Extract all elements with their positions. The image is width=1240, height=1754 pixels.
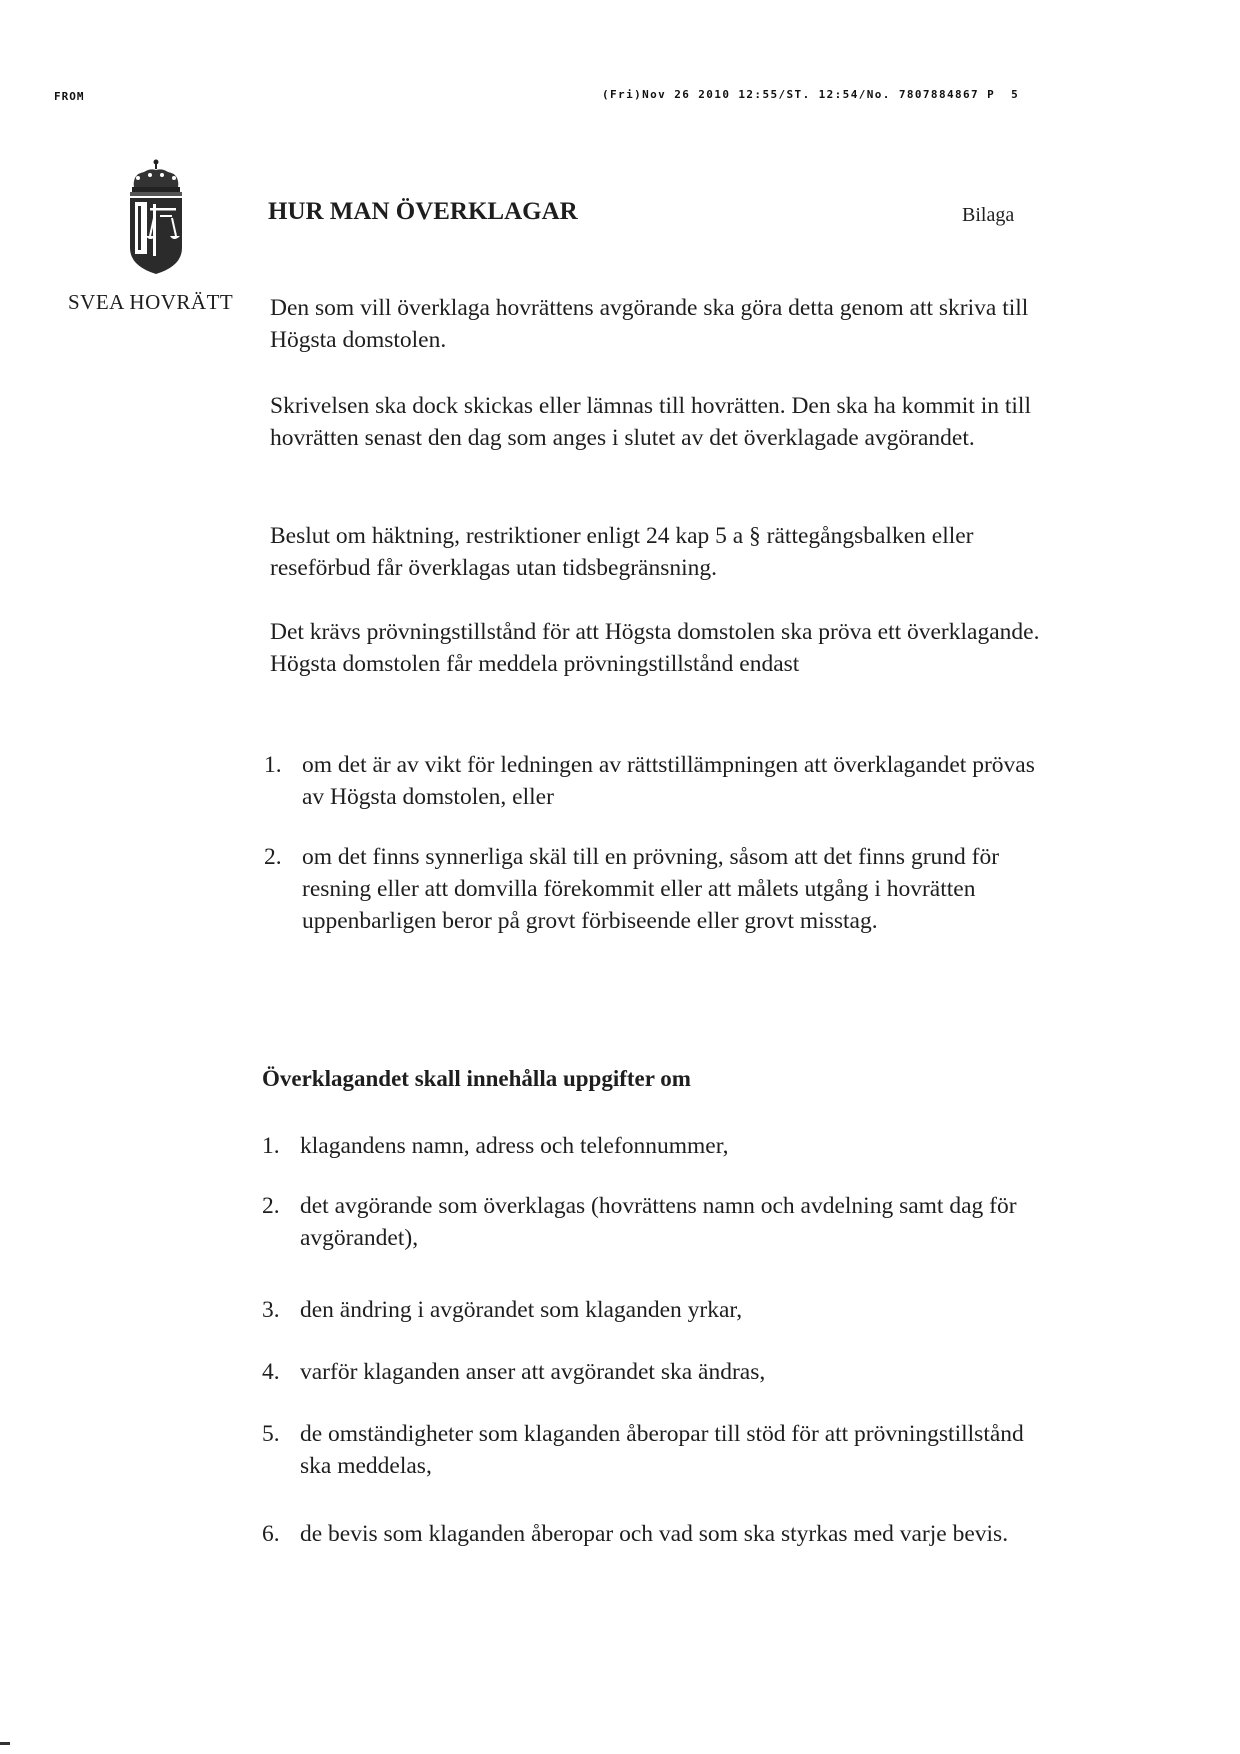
coat-of-arms-icon — [120, 158, 192, 276]
scan-edge-mark — [0, 1742, 10, 1745]
paragraph-intro: Den som vill överklaga hovrättens avgörande ska göra detta genom att skriva till Högsta domstolen. — [270, 295, 1029, 353]
condition-number: 1. — [264, 752, 282, 778]
requirement-number: 1. — [262, 1133, 280, 1159]
requirement-number: 2. — [262, 1193, 280, 1219]
condition-text: om det finns synnerliga skäl till en prövning, såsom att det finns grund för resning eller att domvilla förekommit eller att målets utgång i hovrätten uppenbarligen beror på grovt förbiseende eller grovt misstag. — [302, 844, 1000, 934]
requirement-number: 6. — [262, 1521, 280, 1547]
condition-item — [264, 841, 1054, 937]
requirement-item — [262, 1130, 1052, 1162]
requirement-item — [262, 1418, 1052, 1482]
section-heading: Överklagandet skall innehålla uppgifter om — [262, 1066, 691, 1091]
fax-transmission-line: (Fri)Nov 26 2010 12:55/ST. 12:54/No. 7807884867 P 5 — [602, 88, 1020, 101]
paragraph-submission: Skrivelsen ska dock skickas eller lämnas till hovrätten. Den ska ha kommit in till hovrätten senast den dag som anges i slutet av det överklagade avgörandet. — [270, 393, 1031, 451]
requirement-text: de bevis som klaganden åberopar och vad som ska styrkas med varje bevis. — [300, 1521, 1009, 1547]
requirement-item — [262, 1190, 1052, 1254]
condition-text: om det är av vikt för ledningen av rättstillämpningen att överklagandet prövas av Högsta domstolen, eller — [302, 752, 1035, 810]
requirement-number: 5. — [262, 1421, 280, 1447]
requirement-number: 4. — [262, 1359, 280, 1385]
requirement-text: det avgörande som överklagas (hovrättens namn och avdelning samt dag för avgörandet), — [300, 1193, 1017, 1251]
requirement-number: 3. — [262, 1297, 280, 1323]
requirement-item — [262, 1294, 1052, 1326]
requirement-text: klagandens namn, adress och telefonnummer, — [300, 1133, 729, 1159]
court-name: SVEA HOVRÄTT — [68, 290, 234, 314]
requirement-text: den ändring i avgörandet som klaganden yrkar, — [300, 1297, 743, 1323]
fax-from-label: FROM — [54, 90, 85, 103]
requirement-text: varför klaganden anser att avgörandet ska ändras, — [300, 1359, 766, 1385]
annex-label: Bilaga — [962, 204, 1015, 226]
requirement-item — [262, 1518, 1052, 1550]
condition-item — [264, 749, 1054, 813]
requirement-text: de omständigheter som klaganden åberopar till stöd för att prövningstillstånd ska meddelas, — [300, 1421, 1024, 1479]
condition-number: 2. — [264, 844, 282, 870]
document-title: HUR MAN ÖVERKLAGAR — [268, 198, 578, 225]
paragraph-detention: Beslut om häktning, restriktioner enligt 24 kap 5 a § rättegångsbalken eller reseförbud får överklagas utan tidsbegränsning. — [270, 523, 974, 581]
requirement-item — [262, 1356, 1052, 1388]
paragraph-leave-to-appeal: Det krävs prövningstillstånd för att Högsta domstolen ska pröva ett överklagande. Högsta domstolen får meddela prövningstillstånd endast — [270, 619, 1040, 677]
